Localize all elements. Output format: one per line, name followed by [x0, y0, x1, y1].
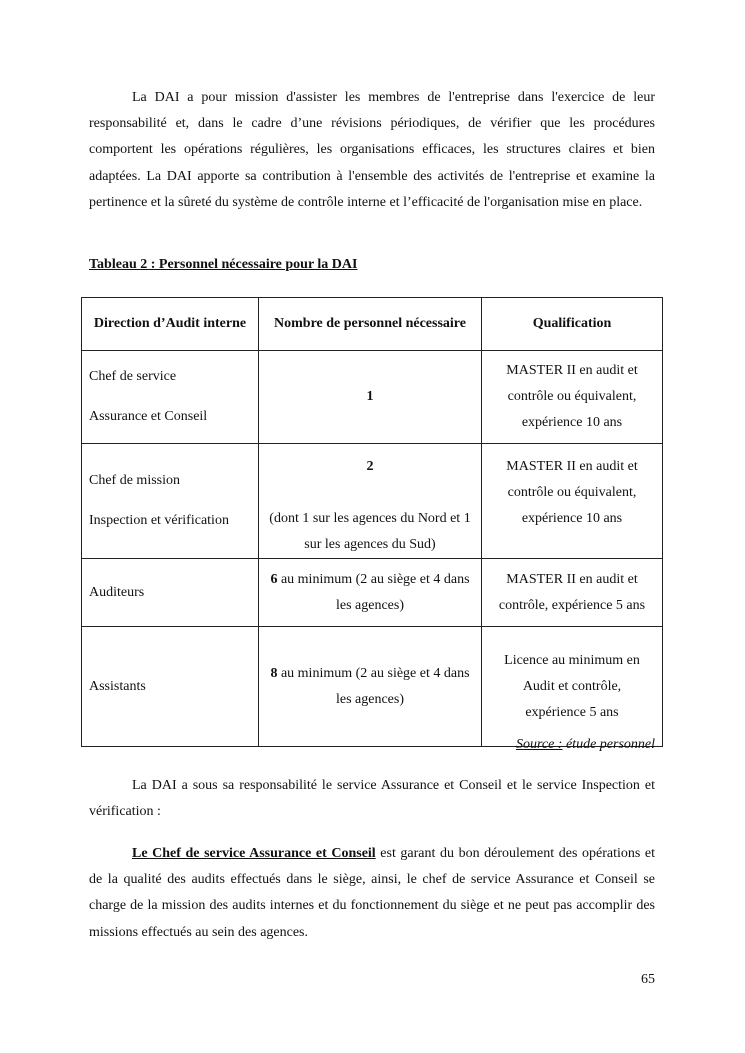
- table-caption: Tableau 2 : Personnel nécessaire pour la DAI: [89, 257, 358, 272]
- role-cell: [82, 559, 259, 627]
- qualification-cell: MASTER II en audit et contrôle ou équivalent, expérience 10 ans: [482, 444, 663, 559]
- header-count: Nombre de personnel nécessaire: [259, 298, 482, 351]
- chef-paragraph: [89, 841, 655, 946]
- role-line1: Assistants: [89, 678, 146, 694]
- responsibility-paragraph: [89, 773, 655, 825]
- count-cell: [259, 627, 482, 747]
- personnel-table: [81, 297, 663, 747]
- count-note: au minimum (2 au siège et 4 dans les agences): [277, 571, 470, 613]
- role-line1: Chef de mission: [89, 473, 180, 488]
- role-cell: [82, 627, 259, 747]
- table-row: [82, 351, 663, 444]
- source-label: Source :: [515, 737, 563, 752]
- role-line1: Chef de service: [89, 369, 177, 384]
- role-line2: Inspection et vérification: [89, 513, 229, 528]
- role-line1: Auditeurs: [89, 584, 145, 600]
- table-row: [82, 444, 663, 559]
- page-number: 65: [641, 972, 655, 987]
- qualification-cell: MASTER II en audit et contrôle, expérience 5 ans: [482, 559, 663, 627]
- count-cell: [259, 351, 482, 444]
- role-cell: [82, 444, 259, 559]
- table-header-row: [82, 298, 663, 351]
- source-text: étude personnel: [562, 737, 655, 752]
- table-row: [82, 627, 663, 747]
- role-line2: Assurance et Conseil: [89, 409, 208, 424]
- intro-text: La DAI a pour mission d'assister les membres de l'entreprise dans l'exercice de leur responsabilité et, dans le cadre d’une révisions périodiques, de vérifier que les procédures comportent les opérations régulières, les organisations efficaces, les structures claires et bien adaptées. La DAI apporte sa contribution à l'ensemble des activités de l'entreprise et examine la pertinence et la sûreté du système de contrôle interne et l’efficacité de l'organisation mise en place.: [89, 90, 655, 210]
- count-note: au minimum (2 au siège et 4 dans les agences): [277, 665, 470, 707]
- role-cell: [82, 351, 259, 444]
- responsibility-text: La DAI a sous sa responsabilité le service Assurance et Conseil et le service Inspection et vérification :: [89, 778, 655, 820]
- count-value: 8: [270, 665, 278, 681]
- count-note: (dont 1 sur les agences du Nord et 1 sur les agences du Sud): [269, 511, 471, 552]
- qualification-cell: MASTER II en audit et contrôle ou équivalent, expérience 10 ans: [482, 351, 663, 444]
- intro-paragraph: [89, 85, 655, 216]
- chef-text: est garant du bon déroulement des opérations et de la qualité des audits effectués dans le siège, ainsi, le chef de service Assurance et Conseil se charge de la mission des audits internes et du fonctionnement du siège et ne peut pas accomplir des missions effectués au sein des agences.: [89, 846, 655, 940]
- count-value: 1: [366, 389, 374, 404]
- count-cell: [259, 444, 482, 559]
- table-source: [516, 737, 655, 753]
- header-qualification: Qualification: [482, 298, 663, 351]
- count-cell: [259, 559, 482, 627]
- chef-lead: Le Chef de service Assurance et Conseil: [132, 846, 376, 861]
- qualification-cell: Licence au minimum en Audit et contrôle, expérience 5 ans: [482, 627, 663, 747]
- table-row: [82, 559, 663, 627]
- header-direction: Direction d’Audit interne: [82, 298, 259, 351]
- count-value: 2: [366, 459, 374, 474]
- count-value: 6: [270, 571, 278, 587]
